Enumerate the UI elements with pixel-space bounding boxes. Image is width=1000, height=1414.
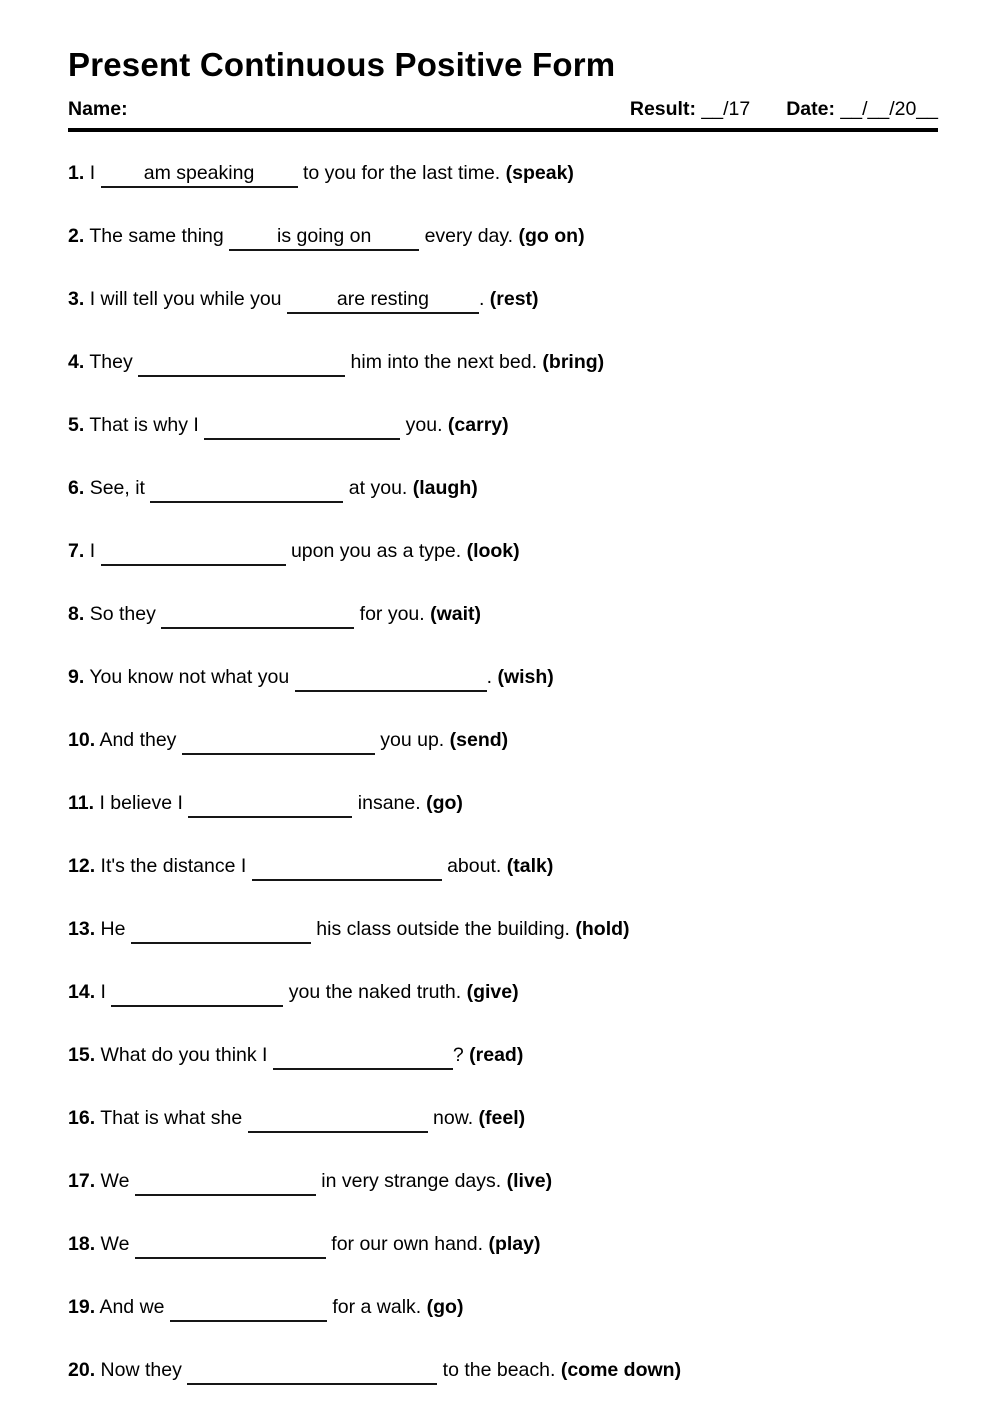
answer-blank[interactable]	[295, 668, 487, 692]
question-row	[68, 1360, 938, 1385]
verb-hint: (speak)	[505, 161, 574, 184]
verb-hint: (carry)	[447, 413, 509, 436]
question-row	[68, 604, 938, 629]
question-text-post: .	[486, 665, 498, 688]
question-text-pre: I	[100, 980, 112, 1003]
question-text-post: you the naked truth.	[283, 980, 467, 1003]
meta-row	[68, 98, 938, 121]
answer-text: are resting	[336, 287, 429, 310]
answer-blank[interactable]	[131, 920, 311, 944]
question-number: 16.	[68, 1106, 96, 1129]
answer-text	[228, 1233, 233, 1255]
answer-text	[223, 1170, 228, 1192]
verb-hint: (go)	[426, 1295, 464, 1318]
question-number: 8.	[68, 602, 85, 625]
question-number: 20.	[68, 1358, 96, 1381]
answer-text	[360, 1044, 365, 1066]
answer-text	[190, 540, 195, 562]
verb-hint: (give)	[466, 980, 519, 1003]
question-text-post: him into the next bed.	[345, 350, 543, 373]
verb-hint: (talk)	[506, 854, 554, 877]
header-divider	[68, 128, 938, 132]
answer-blank[interactable]	[287, 287, 479, 314]
question-row	[68, 856, 938, 881]
question-number: 2.	[68, 224, 85, 247]
question-row	[68, 415, 938, 440]
answer-blank[interactable]	[248, 1109, 428, 1133]
question-number: 9.	[68, 665, 85, 688]
answer-text	[300, 414, 305, 436]
question-text-pre: I	[89, 539, 101, 562]
question-text-post: his class outside the building.	[310, 917, 576, 940]
question-row	[68, 352, 938, 377]
question-row	[68, 1171, 938, 1196]
question-number: 7.	[68, 539, 85, 562]
question-list	[68, 163, 938, 1385]
answer-text	[335, 1107, 340, 1129]
question-text-pre: The same thing	[89, 224, 230, 247]
answer-blank[interactable]	[135, 1172, 316, 1196]
question-row	[68, 667, 938, 692]
answer-text	[388, 666, 393, 688]
question-text-pre: And they	[99, 728, 182, 751]
question-text-post: for a walk.	[326, 1295, 427, 1318]
question-row	[68, 982, 938, 1007]
answer-blank[interactable]	[135, 1235, 326, 1259]
answer-text	[244, 477, 249, 499]
question-text-post: you.	[400, 413, 448, 436]
question-row	[68, 1045, 938, 1070]
question-number: 19.	[68, 1295, 96, 1318]
answer-blank[interactable]	[229, 224, 419, 251]
answer-text	[195, 981, 200, 1003]
question-text-post: about.	[441, 854, 507, 877]
verb-hint: (wait)	[430, 602, 482, 625]
answer-text	[239, 351, 244, 373]
question-text-post: insane.	[352, 791, 427, 814]
answer-blank[interactable]	[273, 1046, 453, 1070]
question-text-pre: That is why I	[89, 413, 205, 436]
verb-hint: (look)	[466, 539, 520, 562]
answer-blank[interactable]	[182, 731, 375, 755]
question-text-post: every day.	[419, 224, 519, 247]
question-text-pre: So they	[89, 602, 162, 625]
question-number: 11.	[68, 791, 95, 814]
question-text-post: to you for the last time.	[297, 161, 506, 184]
question-number: 3.	[68, 287, 85, 310]
question-text-pre: You know not what you	[89, 665, 295, 688]
question-row	[68, 1108, 938, 1133]
question-text-pre: And we	[99, 1295, 170, 1318]
question-text-post: upon you as a type.	[285, 539, 467, 562]
question-number: 12.	[68, 854, 96, 877]
verb-hint: (come down)	[560, 1358, 682, 1381]
verb-hint: (hold)	[575, 917, 630, 940]
question-text-post: to the beach.	[437, 1358, 561, 1381]
verb-hint: (live)	[506, 1169, 553, 1192]
question-text-post: in very strange days.	[315, 1169, 507, 1192]
answer-blank[interactable]	[187, 1361, 437, 1385]
question-text-pre: See, it	[89, 476, 151, 499]
answer-blank[interactable]	[150, 479, 343, 503]
question-number: 17.	[68, 1169, 96, 1192]
meta-right	[630, 98, 938, 121]
result-value[interactable]: __/17	[701, 97, 751, 120]
verb-hint: (play)	[488, 1232, 541, 1255]
question-number: 15.	[68, 1043, 96, 1066]
question-row	[68, 793, 938, 818]
question-text-pre: I will tell you while you	[89, 287, 287, 310]
question-text-post: for our own hand.	[325, 1232, 489, 1255]
answer-text	[246, 1296, 251, 1318]
answer-blank[interactable]	[188, 794, 352, 818]
answer-blank[interactable]	[111, 983, 283, 1007]
answer-blank[interactable]	[204, 416, 400, 440]
question-text-post: .	[478, 287, 490, 310]
question-text-pre: We	[100, 1232, 135, 1255]
question-text-post: ?	[452, 1043, 470, 1066]
question-text-pre: It's the distance I	[100, 854, 252, 877]
question-number: 1.	[68, 161, 85, 184]
question-text-post: now.	[427, 1106, 479, 1129]
answer-text	[310, 1359, 315, 1381]
question-row	[68, 919, 938, 944]
answer-blank[interactable]	[138, 353, 345, 377]
question-number: 5.	[68, 413, 85, 436]
verb-hint: (read)	[469, 1043, 524, 1066]
result-group	[630, 98, 750, 121]
question-text-pre: Now they	[100, 1358, 188, 1381]
question-row	[68, 730, 938, 755]
question-text-pre: I	[89, 161, 101, 184]
verb-hint: (go on)	[518, 224, 585, 247]
question-text-pre: They	[89, 350, 139, 373]
question-row	[68, 1297, 938, 1322]
question-row	[68, 163, 938, 188]
answer-blank[interactable]	[101, 542, 286, 566]
verb-hint: (rest)	[489, 287, 539, 310]
date-label: Date:	[786, 97, 841, 120]
answer-text	[268, 792, 273, 814]
question-number: 6.	[68, 476, 85, 499]
verb-hint: (send)	[449, 728, 509, 751]
question-text-pre: I believe I	[99, 791, 189, 814]
answer-text	[255, 603, 260, 625]
question-row	[68, 541, 938, 566]
date-value[interactable]: __/__/20__	[840, 97, 938, 120]
answer-blank[interactable]	[161, 605, 354, 629]
name-label: Name:	[68, 97, 128, 120]
question-row	[68, 478, 938, 503]
verb-hint: (bring)	[542, 350, 605, 373]
question-text-post: for you.	[354, 602, 431, 625]
question-row	[68, 226, 938, 251]
answer-text: is going on	[277, 224, 372, 247]
answer-text	[218, 918, 223, 940]
question-row	[68, 1234, 938, 1259]
page-title: Present Continuous Positive Form	[68, 46, 616, 83]
result-label: Result:	[629, 97, 702, 120]
question-number: 4.	[68, 350, 85, 373]
question-number: 10.	[68, 728, 96, 751]
question-text-pre: That is what she	[100, 1106, 248, 1129]
verb-hint: (laugh)	[412, 476, 478, 499]
question-text-post: at you.	[343, 476, 413, 499]
question-number: 13.	[68, 917, 96, 940]
answer-blank[interactable]	[101, 161, 298, 188]
date-group	[786, 98, 938, 121]
answer-blank[interactable]	[252, 857, 442, 881]
question-text-pre: We	[100, 1169, 135, 1192]
question-text-pre: What do you think I	[100, 1043, 273, 1066]
verb-hint: (feel)	[478, 1106, 526, 1129]
question-number: 18.	[68, 1232, 96, 1255]
answer-text	[276, 729, 281, 751]
answer-text	[344, 855, 349, 877]
question-number: 14.	[68, 980, 96, 1003]
verb-hint: (go)	[426, 791, 463, 814]
question-text-post: you up.	[374, 728, 450, 751]
answer-blank[interactable]	[170, 1298, 327, 1322]
question-text-pre: He	[100, 917, 131, 940]
verb-hint: (wish)	[497, 665, 554, 688]
answer-text: am speaking	[143, 161, 255, 184]
question-row	[68, 289, 938, 314]
